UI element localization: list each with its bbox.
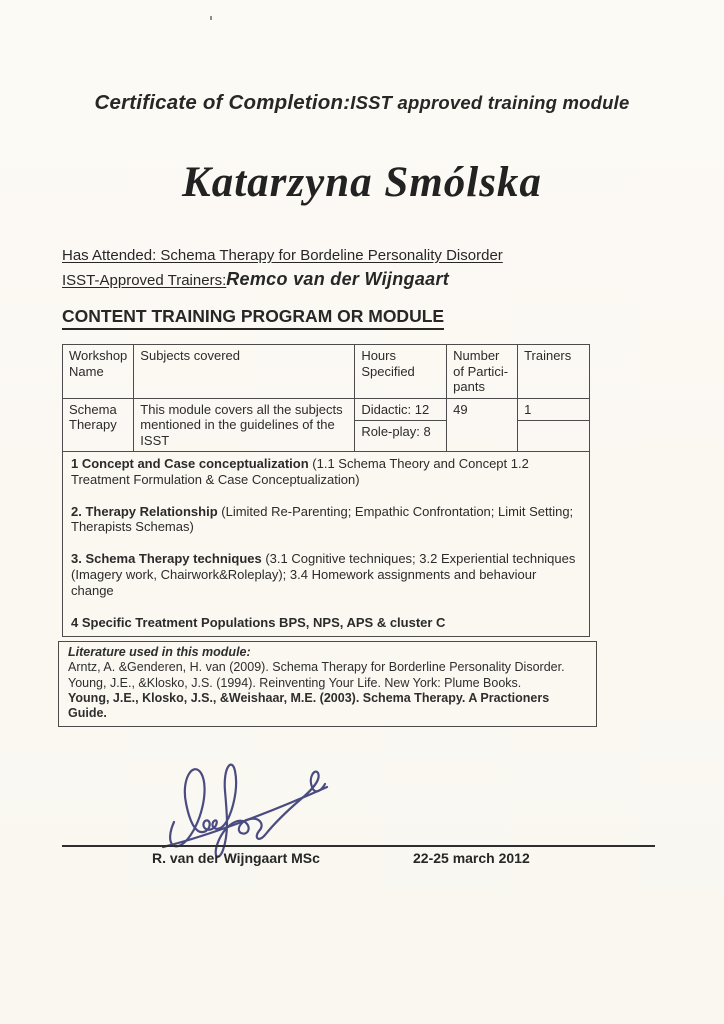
content-item-2-lead: 2. Therapy Relationship [71, 503, 218, 519]
cell-hours [355, 398, 447, 452]
header-workshop-name: Workshop Name [63, 345, 134, 399]
recipient-name: Katarzyna Smólska [182, 159, 542, 206]
literature-reference-1: Arntz, A. &Genderen, H. van (2009). Schema Therapy for Borderline Personality Disorder. [68, 660, 565, 675]
certificate-title [0, 91, 724, 115]
handwritten-signature [160, 752, 332, 866]
header-trainers: Trainers [518, 345, 590, 399]
cell-trainers [518, 398, 590, 452]
content-item-4-lead: 4 Specific Treatment Populations BPS, NPS, APS & cluster C [71, 614, 446, 630]
content-item-1-lead: 1 Concept and Case conceptualization [71, 456, 309, 471]
content-item-3 [71, 551, 581, 598]
literature-reference-3: Young, J.E., Klosko, J.S., &Weishaar, M.E. (2003). Schema Therapy. A Practioners Guide. [68, 690, 550, 721]
signature-rule [62, 845, 655, 847]
cell-participants: 49 [447, 398, 518, 452]
trainers-empty [518, 421, 589, 439]
content-item-2 [71, 504, 581, 536]
hours-didactic: Didactic: 12 [355, 399, 446, 422]
table-data-row [63, 398, 590, 452]
table-header-row [63, 345, 590, 399]
content-item-3-rest: (3.1 Cognitive techniques; 3.2 Experiential techniques (Imagery work, Chairwork&Roleplay); 3.4 Homework assignments and behaviour change [71, 551, 576, 598]
hours-roleplay: Role-play: 8 [361, 424, 431, 439]
header-subjects-covered: Subjects covered [134, 345, 355, 399]
program-table [62, 344, 590, 637]
content-item-4 [71, 615, 581, 631]
header-participants: Number of Partici-pants [447, 345, 518, 399]
literature-reference-2: Young, J.E., &Klosko, J.S. (1994). Reinventing Your Life. New York: Plume Books. [68, 675, 522, 690]
content-item-1 [71, 456, 581, 488]
literature-box [58, 641, 597, 727]
table-content-row [63, 452, 590, 637]
trainers-line [62, 269, 449, 290]
certificate-title-main: Certificate of Completion: [94, 91, 351, 114]
attended-line: Has Attended: Schema Therapy for Bordeline Personality Disorder [62, 247, 503, 264]
trainers-label: ISST-Approved Trainers: [62, 272, 227, 289]
header-hours-specified: Hours Specified [355, 345, 447, 399]
footer-date: 22-25 march 2012 [413, 850, 530, 866]
trainers-count: 1 [518, 399, 589, 422]
cell-module-content [63, 452, 590, 637]
content-item-3-lead: 3. Schema Therapy techniques [71, 551, 262, 567]
cell-workshop: Schema Therapy [63, 398, 134, 452]
footer-signatory: R. van der Wijngaart MSc [152, 850, 320, 866]
cell-subjects: This module covers all the subjects mentioned in the guidelines of the ISST [134, 398, 355, 452]
content-item-2-rest: (Limited Re-Parenting; Empathic Confrontation; Limit Setting; Therapists Schemas) [71, 503, 574, 535]
scan-speck [210, 16, 212, 20]
content-item-1-rest: (1.1 Schema Theory and Concept 1.2 Treatment Formulation & Case Conceptualization) [71, 456, 529, 487]
certificate-title-rest: ISST approved training module [350, 92, 630, 113]
literature-heading: Literature used in this module: [68, 645, 251, 659]
trainers-name: Remco van der Wijngaart [226, 269, 450, 289]
section-title: CONTENT TRAINING PROGRAM OR MODULE [62, 306, 444, 330]
